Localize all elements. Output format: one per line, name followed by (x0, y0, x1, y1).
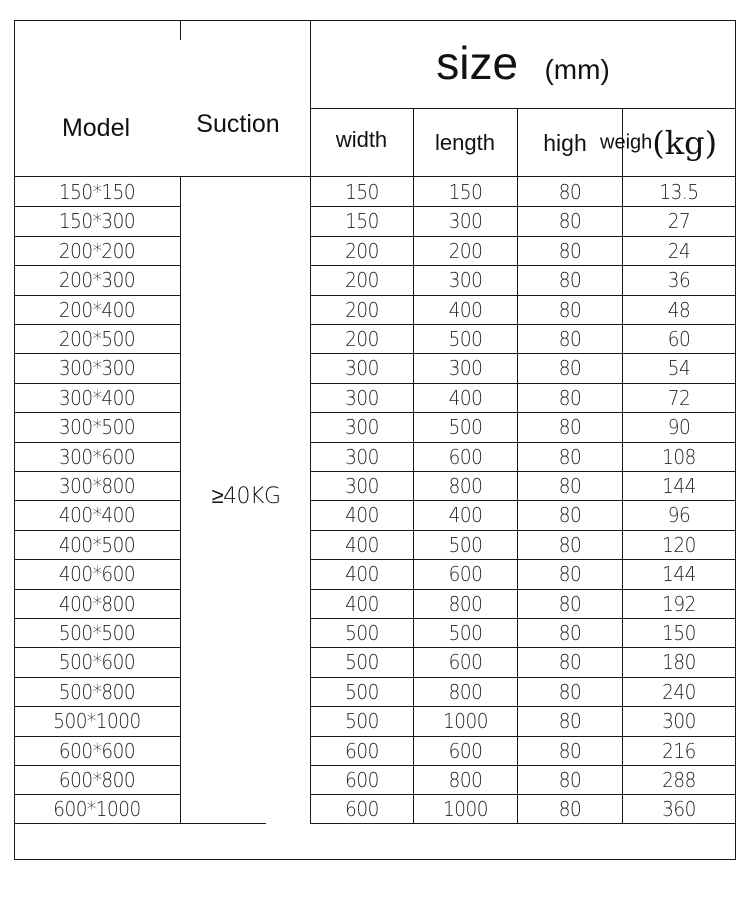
model-suction-divider-top (180, 20, 181, 40)
length-cell: 400 (448, 503, 483, 527)
model-cell: 300*800 (58, 474, 136, 498)
width-cell: 500 (345, 621, 379, 645)
length-cell: 500 (448, 533, 483, 557)
width-cell: 200 (345, 239, 379, 263)
width-cell: 500 (345, 709, 379, 733)
high-cell: 80 (558, 474, 582, 498)
high-cell: 80 (558, 445, 582, 469)
model-cell: 500*500 (58, 621, 136, 645)
size-label: size (436, 37, 519, 89)
length-cell: 800 (448, 592, 483, 616)
weight-unit: (kg) (652, 124, 718, 162)
model-cell: 200*500 (58, 327, 136, 351)
model-cell: 200*200 (58, 239, 136, 263)
high-cell: 80 (558, 239, 582, 263)
width-cell: 150 (345, 209, 379, 233)
weight-cell: 360 (662, 797, 696, 821)
width-cell: 300 (345, 386, 379, 410)
model-cell: 150*150 (58, 180, 136, 204)
width-length-divider (413, 108, 414, 824)
weight-cell: 36 (667, 268, 691, 292)
length-cell: 600 (448, 739, 483, 763)
length-cell: 800 (448, 474, 483, 498)
model-cell: 200*400 (58, 298, 136, 322)
width-cell: 300 (345, 474, 379, 498)
model-cell: 150*300 (58, 209, 136, 233)
length-cell: 800 (448, 768, 483, 792)
model-cell: 300*600 (58, 445, 136, 469)
high-cell: 80 (558, 386, 582, 410)
width-cell: 600 (345, 797, 379, 821)
weight-cell: 120 (662, 533, 696, 557)
length-high-divider (517, 108, 518, 824)
size-header (310, 36, 736, 90)
weight-cell: 72 (667, 386, 691, 410)
width-cell: 600 (345, 768, 379, 792)
high-cell: 80 (558, 356, 582, 380)
high-cell: 80 (558, 592, 582, 616)
table-top-border (14, 20, 736, 21)
high-cell: 80 (558, 768, 582, 792)
model-cell: 200*300 (58, 268, 136, 292)
weight-cell: 180 (662, 650, 696, 674)
model-suction-divider (180, 176, 181, 824)
length-header: length (435, 130, 495, 155)
weight-cell: 90 (667, 415, 691, 439)
high-cell: 80 (558, 739, 582, 763)
model-cell: 500*800 (58, 680, 136, 704)
width-cell: 300 (345, 356, 379, 380)
high-cell: 80 (558, 415, 582, 439)
high-cell: 80 (558, 298, 582, 322)
length-cell: 800 (448, 680, 483, 704)
model-cell: 500*600 (58, 650, 136, 674)
length-cell: 600 (448, 445, 483, 469)
length-cell: 500 (448, 415, 483, 439)
weight-cell: 144 (662, 562, 696, 586)
weight-cell: 288 (662, 768, 696, 792)
model-cell: 300*400 (58, 386, 136, 410)
high-cell: 80 (558, 709, 582, 733)
suction-header: Suction (196, 110, 280, 138)
width-cell: 400 (345, 503, 379, 527)
weight-cell: 27 (667, 209, 691, 233)
width-cell: 400 (345, 562, 379, 586)
weight-cell: 24 (667, 239, 691, 263)
weight-cell: 216 (662, 739, 696, 763)
length-cell: 500 (448, 327, 483, 351)
length-cell: 400 (448, 298, 483, 322)
weight-cell: 54 (667, 356, 691, 380)
width-cell: 400 (345, 533, 379, 557)
length-cell: 500 (448, 621, 483, 645)
weight-header (600, 124, 736, 162)
length-cell: 150 (448, 180, 483, 204)
weight-cell: 144 (662, 474, 696, 498)
size-header-divider (310, 108, 736, 109)
length-cell: 400 (448, 386, 483, 410)
length-cell: 600 (448, 562, 483, 586)
suction-value: ≥40KG (211, 484, 281, 509)
weight-cell: 192 (662, 592, 696, 616)
model-cell: 500*1000 (53, 709, 141, 733)
high-cell: 80 (558, 180, 582, 204)
model-cell: 600*600 (58, 739, 136, 763)
weight-cell: 60 (667, 327, 691, 351)
width-cell: 600 (345, 739, 379, 763)
table-bottom-border (14, 859, 736, 860)
weight-label: weigh (600, 131, 653, 154)
length-cell: 300 (448, 209, 483, 233)
length-cell: 300 (448, 356, 483, 380)
model-cell: 400*800 (58, 592, 136, 616)
high-cell: 80 (558, 533, 582, 557)
weight-cell: 48 (667, 298, 691, 322)
model-cell: 400*400 (58, 503, 136, 527)
weight-cell: 108 (662, 445, 696, 469)
table-left-border (14, 20, 15, 860)
width-cell: 400 (345, 592, 379, 616)
width-header: width (335, 127, 388, 152)
length-cell: 300 (448, 268, 483, 292)
high-cell: 80 (558, 621, 582, 645)
model-cell: 300*300 (58, 356, 136, 380)
weight-cell: 150 (662, 621, 696, 645)
model-cell: 400*500 (58, 533, 136, 557)
high-cell: 80 (558, 327, 582, 351)
high-cell: 80 (558, 503, 582, 527)
size-unit: (mm) (544, 54, 610, 85)
width-cell: 500 (345, 650, 379, 674)
weight-cell: 300 (662, 709, 696, 733)
width-cell: 300 (345, 415, 379, 439)
high-header: high (543, 130, 587, 156)
width-cell: 200 (345, 298, 379, 322)
header-bottom-border (14, 176, 736, 177)
high-cell: 80 (558, 650, 582, 674)
high-weight-divider (622, 108, 623, 824)
width-cell: 200 (345, 327, 379, 351)
width-cell: 300 (345, 445, 379, 469)
high-cell: 80 (558, 797, 582, 821)
model-header: Model (61, 114, 131, 142)
weight-cell: 96 (667, 503, 691, 527)
model-cell: 300*500 (58, 415, 136, 439)
model-cell: 600*800 (58, 768, 136, 792)
width-cell: 500 (345, 680, 379, 704)
high-cell: 80 (558, 562, 582, 586)
length-cell: 1000 (443, 797, 488, 821)
length-cell: 600 (448, 650, 483, 674)
high-cell: 80 (558, 209, 582, 233)
length-cell: 200 (448, 239, 483, 263)
length-cell: 1000 (443, 709, 488, 733)
width-cell: 200 (345, 268, 379, 292)
high-cell: 80 (558, 268, 582, 292)
model-cell: 600*1000 (53, 797, 141, 821)
width-cell: 150 (345, 180, 379, 204)
weight-cell: 13.5 (659, 180, 699, 204)
weight-cell: 240 (662, 680, 696, 704)
model-cell: 400*600 (58, 562, 136, 586)
high-cell: 80 (558, 680, 582, 704)
